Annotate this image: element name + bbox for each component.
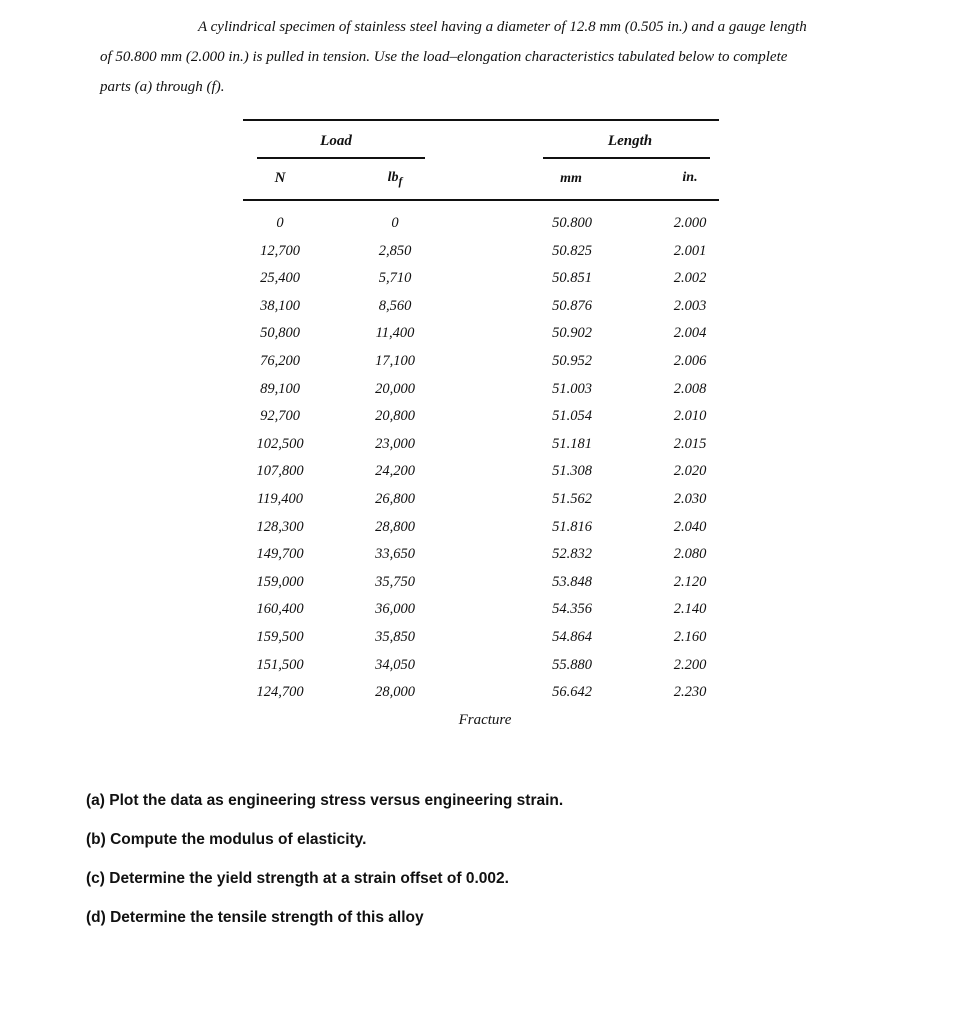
length-mm-cell: 50.876 [552, 297, 592, 314]
length-mm-cell: 50.800 [552, 215, 592, 231]
question-list [86, 788, 786, 944]
question-b: (b) Compute the modulus of elasticity. [86, 831, 367, 848]
length-in-cell: 2.230 [673, 684, 707, 701]
load-lbf-cell: 2,850 [378, 242, 412, 259]
table-top-rule [243, 119, 719, 121]
load-newtons-cell: 89,100 [260, 380, 300, 397]
length-mm-cell: 51.816 [552, 518, 592, 535]
load-lbf-cell: 36,000 [375, 601, 415, 618]
fracture-label: Fracture [458, 712, 512, 728]
length-mm-cell: 54.356 [552, 601, 592, 618]
length-group-rule [543, 157, 710, 159]
length-in-cell: 2.015 [673, 435, 707, 452]
load-lbf-cell: 23,000 [375, 435, 415, 452]
header-bottom-rule [243, 199, 719, 201]
length-in-cell: 2.040 [673, 518, 707, 535]
load-newtons-cell: 119,400 [256, 491, 304, 507]
load-lbf-cell: 35,850 [375, 629, 415, 645]
load-lbf-cell: 28,000 [375, 684, 415, 701]
length-mm-cell: 55.880 [552, 656, 592, 673]
load-newtons-cell: 38,100 [260, 297, 300, 314]
load-newtons-cell: 0 [276, 215, 284, 231]
question-c: (c) Determine the yield strength at a strain offset of 0.002. [86, 870, 509, 887]
load-lbf-cell: 24,200 [375, 463, 415, 480]
length-in-cell: 2.080 [673, 546, 707, 563]
load-newtons-cell: 159,000 [256, 573, 304, 590]
load-newtons-cell: 102,500 [256, 435, 304, 452]
length-in-cell: 2.003 [673, 297, 707, 314]
length-mm-cell: 54.864 [552, 629, 592, 645]
length-in-cell: 2.120 [673, 573, 707, 590]
length-in-cell: 2.000 [673, 215, 707, 231]
load-lbf-cell: 20,000 [375, 380, 415, 397]
question-a: (a) Plot the data as engineering stress versus engineering strain. [86, 792, 564, 809]
load-group-header: Load [320, 133, 352, 149]
column-header-in: in. [682, 170, 698, 185]
length-in-cell: 2.030 [673, 491, 707, 507]
question-d: (d) Determine the tensile strength of this alloy [86, 909, 424, 926]
column-header-n: N [274, 170, 286, 186]
length-in-cell: 2.002 [673, 270, 707, 287]
load-newtons-cell: 149,700 [256, 546, 304, 563]
length-mm-cell: 50.902 [552, 325, 592, 342]
load-lbf-cell: 33,650 [375, 546, 415, 563]
load-newtons-cell: 128,300 [256, 518, 304, 535]
problem-statement [100, 12, 875, 102]
load-lbf-cell: 35,750 [375, 573, 415, 590]
lbf-subscript: f [398, 174, 403, 188]
load-lbf-cell: 26,800 [375, 491, 415, 507]
length-mm-cell: 50.851 [552, 270, 592, 287]
load-lbf-cell: 20,800 [375, 408, 415, 425]
length-in-cell: 2.020 [673, 463, 707, 480]
load-newtons-cell: 50,800 [260, 325, 300, 342]
load-newtons-cell: 160,400 [256, 601, 304, 618]
load-lbf-cell: 11,400 [375, 325, 415, 342]
length-in-cell: 2.010 [673, 408, 707, 425]
load-newtons-cell: 151,500 [256, 656, 304, 673]
length-mm-cell: 50.825 [552, 242, 592, 259]
problem-line-1: A cylindrical specimen of stainless steel having a diameter of 12.8 mm (0.505 in.) and a gauge length [198, 19, 807, 35]
length-in-cell: 2.200 [673, 656, 707, 673]
load-lbf-cell: 5,710 [378, 270, 412, 287]
length-mm-cell: 51.054 [552, 408, 592, 425]
length-in-cell: 2.140 [673, 601, 707, 618]
load-newtons-cell: 92,700 [260, 408, 300, 425]
column-header-mm: mm [560, 171, 582, 186]
length-mm-cell: 51.308 [552, 463, 592, 480]
load-newtons-cell: 76,200 [260, 353, 300, 369]
length-in-cell: 2.160 [673, 629, 707, 645]
length-mm-cell: 51.003 [552, 380, 592, 397]
length-mm-cell: 52.832 [552, 546, 592, 563]
length-mm-cell: 53.848 [552, 573, 592, 590]
load-newtons-cell: 107,800 [256, 463, 304, 480]
load-newtons-cell: 25,400 [260, 270, 300, 287]
column-header-lbf: $lb_f$ [387, 170, 403, 188]
load-newtons-cell: 159,500 [256, 629, 304, 645]
load-lbf-cell: 0 [391, 215, 399, 231]
length-mm-cell: 56.642 [552, 684, 592, 701]
length-in-cell: 2.006 [673, 353, 707, 369]
load-group-rule [257, 157, 425, 159]
problem-line-3: parts (a) through (f). [100, 79, 225, 95]
load-lbf-cell: 34,050 [375, 656, 415, 673]
load-lbf-cell: 8,560 [378, 297, 412, 314]
length-mm-cell: 51.181 [552, 435, 592, 452]
problem-line-2: of 50.800 mm (2.000 in.) is pulled in tension. Use the load–elongation characteristics tabulated below to complete [100, 49, 788, 65]
load-lbf-cell: 28,800 [375, 518, 415, 535]
load-newtons-cell: 12,700 [260, 242, 300, 259]
length-in-cell: 2.004 [673, 325, 707, 342]
load-lbf-cell: 17,100 [375, 353, 415, 369]
load-newtons-cell: 124,700 [256, 684, 304, 701]
length-in-cell: 2.001 [673, 242, 707, 259]
length-mm-cell: 51.562 [552, 491, 592, 507]
length-group-header: Length [607, 133, 653, 149]
length-in-cell: 2.008 [673, 380, 707, 397]
length-mm-cell: 50.952 [552, 353, 592, 369]
